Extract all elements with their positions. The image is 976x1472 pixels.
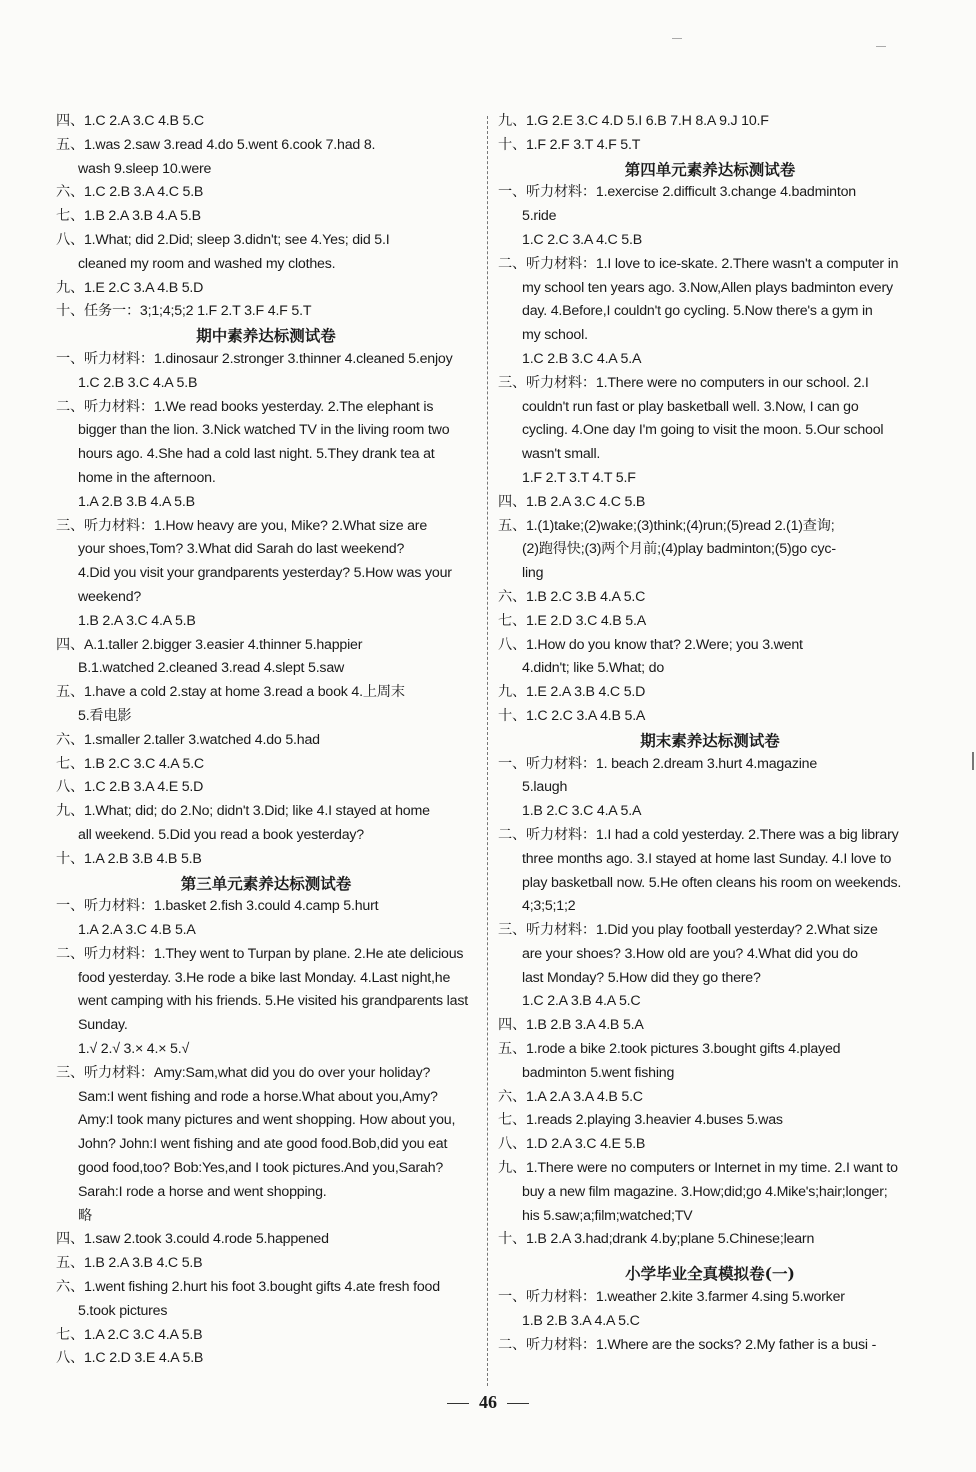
answer-line: 八、1.D 2.A 3.C 4.E 5.B <box>498 1136 646 1153</box>
answer-line: 4;3;5;1;2 <box>522 898 576 915</box>
answer-line: 三、听力材料：1.Did you play football yesterday? 2.What size <box>498 922 878 939</box>
answer-line: 一、听力材料：1.basket 2.fish 3.could 4.camp 5.hurt <box>56 898 379 915</box>
answer-line: play basketball now. 5.He often cleans his room on weekends. <box>522 874 902 891</box>
answer-line: badminton 5.went fishing <box>522 1064 675 1081</box>
answer-line: 十、1.F 2.F 3.T 4.F 5.T <box>498 136 641 153</box>
answer-line: 二、听力材料：1.Where are the socks? 2.My father is a busi - <box>498 1336 877 1353</box>
answer-line: Sarah:I rode a horse and went shopping. <box>78 1183 327 1200</box>
answer-line: 四、1.B 2.B 3.A 4.B 5.A <box>498 1017 644 1034</box>
answer-line: 1.B 2.C 3.C 4.A 5.A <box>522 803 642 820</box>
answer-line: 三、听力材料：1.There were no computers in our school. 2.I <box>498 374 869 391</box>
answer-line: 五、1.have a cold 2.stay at home 3.read a book 4.上周末 <box>56 684 405 701</box>
footer-dash-left <box>447 1403 469 1404</box>
answer-line: my school. <box>522 327 588 344</box>
answer-line: 1.A 2.B 3.B 4.A 5.B <box>78 493 195 510</box>
answer-line: 一、听力材料：1.dinosaur 2.stronger 3.thinner 4.cleaned 5.enjoy <box>56 350 453 367</box>
answer-line: 5.ride <box>522 208 557 225</box>
answer-line: 十、1.C 2.C 3.A 4.B 5.A <box>498 707 646 724</box>
answer-line: wash 9.sleep 10.were <box>78 160 212 177</box>
section-title: 期末素养达标测试卷 <box>640 730 780 750</box>
answer-line: went camping with his friends. 5.He visited his grandparents last <box>78 993 468 1010</box>
answer-line: Amy:I took many pictures and went shopping. How about you, <box>78 1112 456 1129</box>
answer-line: 七、1.A 2.C 3.C 4.A 5.B <box>56 1326 203 1343</box>
answer-line: wasn't small. <box>522 446 601 463</box>
answer-line: 七、1.B 2.A 3.B 4.A 5.B <box>56 208 201 225</box>
top-edge-mark <box>672 38 682 39</box>
section-title: 第三单元素养达标测试卷 <box>180 873 352 893</box>
top-edge-mark <box>876 46 886 47</box>
answer-line: 五、1.was 2.saw 3.read 4.do 5.went 6.cook 7.had 8. <box>56 136 376 153</box>
answer-line: 二、听力材料：1.I had a cold yesterday. 2.There was a big library <box>498 826 899 843</box>
answer-line: 1.C 2.C 3.A 4.C 5.B <box>522 231 643 248</box>
answer-line: 六、1.B 2.C 3.B 4.A 5.C <box>498 588 646 605</box>
answer-line: day. 4.Before,I couldn't go cycling. 5.Now there's a gym in <box>522 303 873 320</box>
answer-line: 三、听力材料：Amy:Sam,what did you do over your holiday? <box>56 1064 431 1081</box>
answer-line: 十、任务一：3;1;4;5;2 1.F 2.T 3.F 4.F 5.T <box>56 303 312 320</box>
answer-line: B.1.watched 2.cleaned 3.read 4.slept 5.saw <box>78 660 345 677</box>
answer-line: 二、听力材料：1.They went to Turpan by plane. 2.He ate delicious <box>56 945 464 962</box>
answer-line: 七、1.reads 2.playing 3.heavier 4.buses 5.was <box>498 1112 783 1129</box>
answer-line: hours ago. 4.She had a cold last night. 5.They drank tea at <box>78 446 435 463</box>
answer-line: 1.C 2.A 3.B 4.A 5.C <box>522 993 641 1010</box>
answer-line: all weekend. 5.Did you read a book yesterday? <box>78 826 364 843</box>
answer-line: cycling. 4.One day I'm going to visit the moon. 5.Our school <box>522 422 884 439</box>
answer-line: cleaned my room and washed my clothes. <box>78 255 336 272</box>
answer-line: 1.C 2.B 3.C 4.A 5.B <box>78 374 198 391</box>
answer-line: ling <box>522 565 544 582</box>
answer-line: 1.F 2.T 3.T 4.T 5.F <box>522 469 636 486</box>
answer-line: 九、1.G 2.E 3.C 4.D 5.I 6.B 7.H 8.A 9.J 10.F <box>498 113 769 129</box>
footer-dash-right <box>507 1403 529 1404</box>
answer-line: couldn't run fast or play basketball well. 3.Now, I can go <box>522 398 859 415</box>
answer-line: 十、1.A 2.B 3.B 4.B 5.B <box>56 850 202 867</box>
answer-line: 四、A.1.taller 2.bigger 3.easier 4.thinner 5.happier <box>56 636 363 653</box>
answer-line: 三、听力材料：1.How heavy are you, Mike? 2.What size are <box>56 517 428 534</box>
answer-line: 五、1.B 2.A 3.B 4.C 5.B <box>56 1255 203 1272</box>
answer-line: 六、1.went fishing 2.hurt his foot 3.bought gifts 4.ate fresh food <box>56 1279 440 1296</box>
answer-line: home in the afternoon. <box>78 469 216 486</box>
answer-column-right <box>498 110 922 1357</box>
answer-line: 九、1.There were no computers or Internet in my time. 2.I want to <box>498 1160 898 1177</box>
answer-line: Sunday. <box>78 1017 128 1034</box>
answer-line: (2)跑得快;(3)两个月前;(4)play badminton;(5)go cyc- <box>522 541 836 558</box>
answer-line: 六、1.C 2.B 3.A 4.C 5.B <box>56 184 204 201</box>
answer-line: 十、1.B 2.A 3.had;drank 4.by;plane 5.Chinese;learn <box>498 1231 815 1248</box>
answer-line: 九、1.E 2.C 3.A 4.B 5.D <box>56 279 204 296</box>
answer-line: weekend? <box>78 588 142 605</box>
answer-line: your shoes,Tom? 3.What did Sarah do last weekend? <box>78 541 405 558</box>
answer-line: 1.A 2.A 3.C 4.B 5.A <box>78 922 196 939</box>
answer-line: 一、听力材料：1. beach 2.dream 3.hurt 4.magazine <box>498 755 818 772</box>
answer-line: 八、1.C 2.B 3.A 4.E 5.D <box>56 779 204 796</box>
answer-line: my school ten years ago. 3.Now,Allen plays badminton every <box>522 279 893 296</box>
answer-line: bigger than the lion. 3.Nick watched TV in the living room two <box>78 422 450 439</box>
answer-line: 1.B 2.A 3.C 4.A 5.B <box>78 612 196 629</box>
answer-line: 七、1.B 2.C 3.C 4.A 5.C <box>56 755 204 772</box>
answer-line: 七、1.E 2.D 3.C 4.B 5.A <box>498 612 646 629</box>
answer-line: 一、听力材料：1.weather 2.kite 3.farmer 4.sing 5.worker <box>498 1289 845 1306</box>
answer-line: 六、1.smaller 2.taller 3.watched 4.do 5.had <box>56 731 320 748</box>
section-title: 期中素养达标测试卷 <box>196 326 336 346</box>
answer-line: John? John:I went fishing and ate good food.Bob,did you eat <box>78 1136 448 1153</box>
answer-line: 二、听力材料：1.I love to ice-skate. 2.There wasn't a computer in <box>498 255 899 272</box>
answer-line: 九、1.What; did; do 2.No; didn't 3.Did; like 4.I stayed at home <box>56 803 430 820</box>
page-number-footer <box>0 1392 976 1413</box>
answer-line: his 5.saw;a;film;watched;TV <box>522 1207 693 1224</box>
answer-line: 5.看电影 <box>78 707 132 724</box>
answer-line: 4.Did you visit your grandparents yesterday? 5.How was your <box>78 565 452 582</box>
answer-line: 四、1.B 2.A 3.C 4.C 5.B <box>498 493 646 510</box>
answer-line: 1.√ 2.√ 3.× 4.× 5.√ <box>78 1041 190 1058</box>
answer-line: 1.B 2.B 3.A 4.A 5.C <box>522 1312 640 1329</box>
column-divider <box>487 116 488 1386</box>
page-number: 46 <box>479 1392 497 1412</box>
answer-line: 5.took pictures <box>78 1302 168 1319</box>
answer-line: 一、听力材料：1.exercise 2.difficult 3.change 4.badminton <box>498 184 856 201</box>
answer-line: 八、1.C 2.D 3.E 4.A 5.B <box>56 1350 204 1367</box>
answer-line: 八、1.What; did 2.Did; sleep 3.didn't; see 4.Yes; did 5.I <box>56 231 390 248</box>
right-edge-mark <box>972 752 974 770</box>
answer-line: three months ago. 3.I stayed at home last Sunday. 4.I love to <box>522 850 892 867</box>
answer-line: 九、1.E 2.A 3.B 4.C 5.D <box>498 684 646 701</box>
answer-line: 略 <box>78 1207 92 1224</box>
section-title: 小学毕业全真模拟卷(一) <box>625 1264 795 1284</box>
answer-line: buy a new film magazine. 3.How;did;go 4.Mike's;hair;longer; <box>522 1183 888 1200</box>
answer-line: 四、1.C 2.A 3.C 4.B 5.C <box>56 113 204 129</box>
answer-line: 4.didn't; like 5.What; do <box>522 660 665 677</box>
answer-line: 五、1.(1)take;(2)wake;(3)think;(4)run;(5)read 2.(1)查询; <box>498 517 835 534</box>
section-title: 第四单元素养达标测试卷 <box>624 159 796 179</box>
answer-line: last Monday? 5.How did they go there? <box>522 969 761 986</box>
answer-line: 六、1.A 2.A 3.A 4.B 5.C <box>498 1088 643 1105</box>
answer-line: 五、1.rode a bike 2.took pictures 3.bought gifts 4.played <box>498 1041 841 1058</box>
answer-line: 二、听力材料：1.We read books yesterday. 2.The elephant is <box>56 398 434 415</box>
answer-line: are your shoes? 3.How old are you? 4.What did you do <box>522 945 858 962</box>
answer-line: food yesterday. 3.He rode a bike last Monday. 4.Last night,he <box>78 969 451 986</box>
answer-line: 四、1.saw 2.took 3.could 4.rode 5.happened <box>56 1231 329 1248</box>
answer-line: 八、1.How do you know that? 2.Were; you 3.went <box>498 636 803 653</box>
answer-line: 5.laugh <box>522 779 568 796</box>
answer-line: 1.C 2.B 3.C 4.A 5.A <box>522 350 642 367</box>
answer-line: good food,too? Bob:Yes,and I took pictures.And you,Sarah? <box>78 1160 444 1177</box>
answer-line: Sam:I went fishing and rode a horse.What about you,Amy? <box>78 1088 438 1105</box>
answer-column-left <box>56 110 476 1371</box>
